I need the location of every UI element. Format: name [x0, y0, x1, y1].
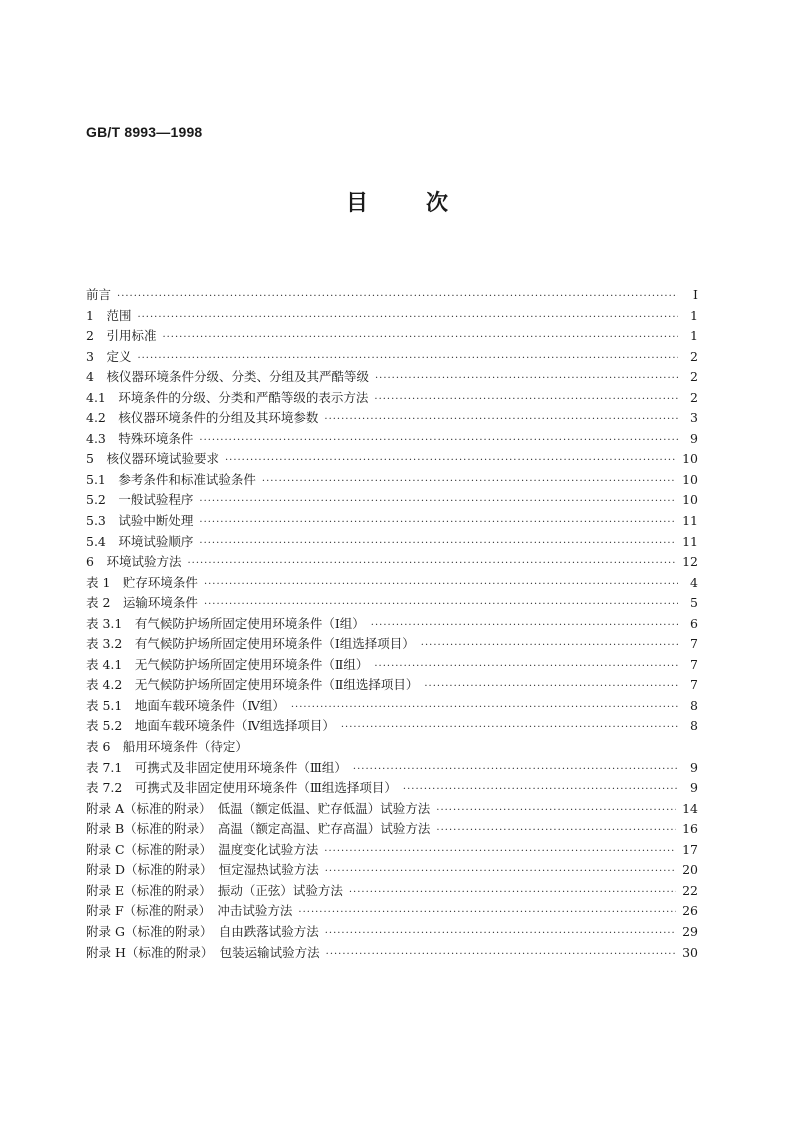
toc-entry-page: 14	[682, 800, 698, 816]
toc-entry-label: 4.1 环境条件的分级、分类和严酷等级的表示方法	[86, 389, 369, 405]
toc-leader-dots	[137, 308, 678, 328]
table-of-contents	[86, 285, 698, 963]
toc-entry-label: 表 7.1 可携式及非固定使用环境条件（Ⅲ组）	[86, 759, 347, 775]
toc-entry-label: 表 2 运输环境条件	[86, 595, 198, 611]
toc-entry[interactable]	[86, 470, 698, 491]
toc-entry-label: 5.1 参考条件和标准试验条件	[86, 471, 256, 487]
toc-entry[interactable]	[86, 675, 698, 696]
toc-entry[interactable]	[86, 326, 698, 347]
toc-leader-dots	[199, 431, 678, 451]
toc-entry[interactable]	[86, 716, 698, 737]
toc-entry[interactable]	[86, 737, 698, 758]
toc-entry[interactable]	[86, 901, 698, 922]
toc-leader-dots	[436, 801, 676, 821]
toc-entry[interactable]	[86, 758, 698, 779]
toc-entry-label: 5.2 一般试验程序	[86, 492, 194, 508]
toc-leader-dots	[324, 842, 676, 862]
toc-leader-dots	[204, 575, 678, 595]
toc-entry-label: 2 引用标准	[86, 328, 157, 344]
toc-entry-label: 表 5.1 地面车载环境条件（Ⅳ组）	[86, 697, 285, 713]
toc-entry-page: 10	[682, 492, 698, 508]
toc-entry-page: 8	[690, 718, 698, 734]
toc-entry[interactable]	[86, 367, 698, 388]
toc-entry-label: 5.3 试验中断处理	[86, 513, 194, 529]
toc-entry-label: 4.3 特殊环境条件	[86, 430, 194, 446]
toc-leader-dots	[374, 390, 678, 410]
toc-leader-dots	[326, 945, 676, 965]
toc-entry-label: 表 7.2 可携式及非固定使用环境条件（Ⅲ组选择项目）	[86, 780, 397, 796]
toc-entry-label: 表 4.1 无气候防护场所固定使用环境条件（Ⅱ组）	[86, 656, 369, 672]
toc-entry-label: 表 5.2 地面车载环境条件（Ⅳ组选择项目）	[86, 718, 335, 734]
toc-entry-label: 1 范围	[86, 307, 132, 323]
toc-entry-page: 16	[682, 821, 698, 837]
toc-leader-dots	[424, 677, 678, 697]
toc-entry-label: 4.2 核仪器环境条件的分组及其环境参数	[86, 410, 319, 426]
toc-entry[interactable]	[86, 943, 698, 964]
toc-entry-page: 22	[682, 882, 698, 898]
toc-entry[interactable]	[86, 347, 698, 368]
toc-leader-dots	[187, 554, 676, 574]
toc-entry-page: 5	[690, 595, 698, 611]
toc-entry[interactable]	[86, 840, 698, 861]
toc-entry-label: 附录 A（标准的附录） 低温（额定低温、贮存低温）试验方法	[86, 800, 431, 816]
toc-leader-dots	[353, 760, 678, 780]
toc-entry-label: 附录 H（标准的附录） 包装运输试验方法	[86, 944, 320, 960]
toc-leader-dots	[403, 780, 678, 800]
toc-leader-dots	[199, 513, 676, 533]
toc-entry-page: 3	[690, 410, 698, 426]
toc-entry[interactable]	[86, 634, 698, 655]
toc-leader-dots	[374, 657, 678, 677]
toc-entry[interactable]	[86, 449, 698, 470]
toc-entry[interactable]	[86, 306, 698, 327]
toc-entry-page: 10	[682, 471, 698, 487]
toc-entry-page: 10	[682, 451, 698, 467]
toc-leader-dots	[162, 328, 678, 348]
toc-entry-page: 30	[682, 944, 698, 960]
toc-entry[interactable]	[86, 819, 698, 840]
toc-entry-label: 附录 G（标准的附录） 自由跌落试验方法	[86, 923, 319, 939]
toc-entry-page: 4	[690, 574, 698, 590]
toc-entry-page: 7	[690, 636, 698, 652]
toc-leader-dots	[324, 410, 678, 430]
toc-leader-dots	[341, 718, 678, 738]
toc-entry-page: 7	[690, 656, 698, 672]
toc-entry-label: 3 定义	[86, 348, 132, 364]
toc-leader-dots	[436, 821, 676, 841]
toc-entry-label: 附录 C（标准的附录） 温度变化试验方法	[86, 841, 319, 857]
toc-leader-dots	[349, 883, 676, 903]
toc-entry[interactable]	[86, 778, 698, 799]
toc-entry-label: 5.4 环境试验顺序	[86, 533, 194, 549]
toc-entry-label: 前言	[86, 287, 112, 302]
toc-entry-page: 9	[690, 780, 698, 796]
toc-entry-label: 附录 F（标准的附录） 冲击试验方法	[86, 903, 293, 919]
toc-leader-dots	[421, 636, 678, 656]
toc-leader-dots	[375, 369, 678, 389]
toc-entry-label: 附录 E（标准的附录） 振动（正弦）试验方法	[86, 882, 343, 898]
title-char-2: 次	[426, 191, 449, 216]
toc-entry-page: 26	[682, 903, 698, 919]
toc-entry-label: 附录 B（标准的附录） 高温（额定高温、贮存高温）试验方法	[86, 821, 431, 837]
page-title	[0, 186, 794, 217]
standard-code: GB/T 8993—1998	[86, 124, 203, 140]
toc-entry-page: 1	[690, 328, 698, 344]
toc-entry[interactable]	[86, 285, 698, 306]
toc-entry[interactable]	[86, 532, 698, 553]
toc-entry-label: 附录 D（标准的附录） 恒定湿热试验方法	[86, 862, 319, 878]
toc-entry[interactable]	[86, 881, 698, 902]
toc-entry-label: 表 1 贮存环境条件	[86, 574, 198, 590]
toc-entry[interactable]	[86, 614, 698, 635]
toc-entry-label: 表 4.2 无气候防护场所固定使用环境条件（Ⅱ组选择项目）	[86, 677, 419, 693]
toc-entry[interactable]	[86, 408, 698, 429]
toc-entry-page: 2	[690, 369, 698, 385]
toc-entry-page: 17	[682, 841, 698, 857]
toc-entry-page: 6	[690, 615, 698, 631]
toc-leader-dots	[225, 451, 676, 471]
toc-entry[interactable]	[86, 429, 698, 450]
toc-entry-page: 20	[682, 862, 698, 878]
toc-leader-dots	[291, 698, 678, 718]
toc-entry[interactable]	[86, 593, 698, 614]
toc-entry-page: 11	[682, 533, 698, 549]
toc-entry-label: 5 核仪器环境试验要求	[86, 451, 219, 467]
toc-entry-page: 8	[690, 697, 698, 713]
toc-leader-dots	[325, 862, 676, 882]
toc-entry-page: 1	[690, 307, 698, 323]
toc-entry-page: 7	[690, 677, 698, 693]
toc-entry-page: 2	[690, 389, 698, 405]
toc-entry[interactable]	[86, 388, 698, 409]
toc-entry[interactable]	[86, 511, 698, 532]
toc-leader-dots	[137, 349, 678, 369]
toc-entry[interactable]	[86, 655, 698, 676]
toc-entry-label: 表 3.2 有气候防护场所固定使用环境条件（Ⅰ组选择项目）	[86, 636, 415, 652]
toc-entry[interactable]	[86, 490, 698, 511]
toc-entry-page: 9	[690, 759, 698, 775]
toc-entry-label: 6 环境试验方法	[86, 554, 182, 570]
toc-entry-label: 表 3.1 有气候防护场所固定使用环境条件（Ⅰ组）	[86, 615, 365, 631]
toc-leader-dots	[325, 924, 676, 944]
toc-entry-page: 12	[682, 554, 698, 570]
toc-leader-dots	[204, 595, 678, 615]
toc-entry-page: 29	[682, 923, 698, 939]
toc-entry-label: 4 核仪器环境条件分级、分类、分组及其严酷等级	[86, 369, 369, 385]
toc-entry-page: 11	[682, 513, 698, 529]
toc-entry[interactable]	[86, 799, 698, 820]
toc-leader-dots	[199, 492, 676, 512]
toc-leader-dots	[298, 903, 676, 923]
toc-entry-label: 表 6 船用环境条件（待定）	[86, 739, 248, 755]
toc-leader-dots	[199, 534, 676, 554]
toc-entry-page: 2	[690, 348, 698, 364]
toc-entry[interactable]	[86, 573, 698, 594]
toc-entry-page: I	[693, 287, 698, 302]
toc-leader-dots	[117, 287, 678, 307]
title-char-1: 目	[345, 191, 368, 216]
toc-leader-dots	[262, 472, 676, 492]
toc-entry-page: 9	[690, 430, 698, 446]
toc-entry[interactable]	[86, 922, 698, 943]
toc-leader-dots	[371, 616, 678, 636]
toc-entry[interactable]	[86, 860, 698, 881]
toc-entry[interactable]	[86, 696, 698, 717]
toc-entry[interactable]	[86, 552, 698, 573]
